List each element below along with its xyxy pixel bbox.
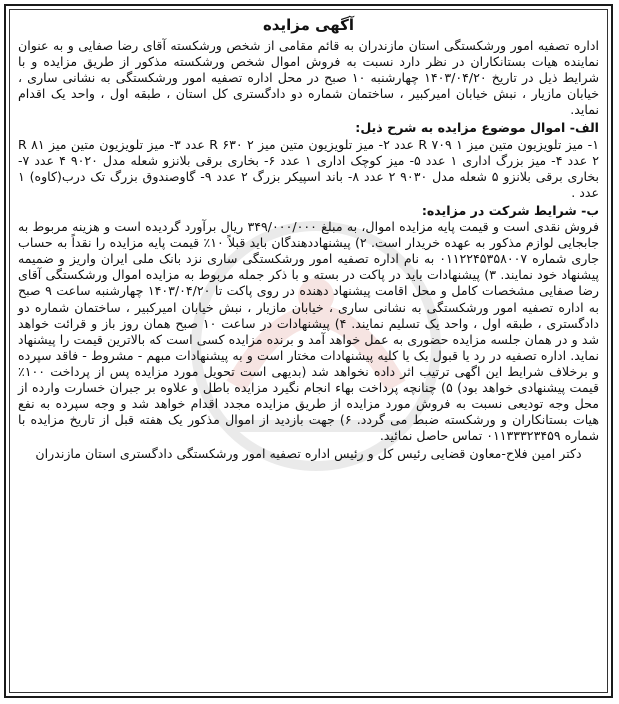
notice-signature: دکتر امین فلاح-معاون قضایی رئیس کل و رئیس اداره تصفیه امور ورشکستگی دادگستری استان مازندران — [35, 446, 582, 462]
section-b-text: فروش نقدی است و قیمت پایه مزایده اموال، به مبلغ ۳۴۹/۰۰۰/۰۰۰ ریال برآورد گردیده است و هزینه مربوط به جابجایی لوازم مذکور به عهده خریدار است. ۲) پیشنهاددهندگان باید قبلاً ۱۰٪ قیمت پایه مزایده را نقداً به حساب جاری شماره ۰۱۱۲۲۴۵۳۵۸۰۰۷ به نام اداره تصفیه امور ورشکستگی ساری نزد بانک ملی ایران واریز و ضمیمه پیشنهاد خود نمایند. ۳) پیشنهادات باید در پاکت در بسته و با ذکر جمله مربوط به مزایده اموال ورشکستگی آقای رضا صفایی مشخصات کامل و محل اقامت پیشنهاد دهنده در روی پاکت تا ۱۴۰۳/۰۴/۲۰ چهارشنبه ساعت ۹ صبح به اداره تصفیه امور ورشکستگی به نشانی ساری ، خیابان مازیار ، نبش خیابان امیرکبیر ، ساختمان شماره دو دادگستری ، طبقه اول ، واحد یک تسلیم نمایند. ۴) پیشنهادات در ساعت ۱۰ صبح همان روز باز و قرائت خواهد شد و در همان جلسه مزایده حضوری به عمل خواهد آمد و برنده مزایده کسی است که بالاترین قیمت را پیشنهاد نماید. اداره تصفیه در رد یا قبول یک یا کلیه پیشنهادات مختار است و به پیشنهادات مبهم - مشروط - فاقد سپرده و برخلاف شرایط این اگهی ترتیب اثر داده نخواهد شد (بدیهی است تحویل مورد مزایده پس از پرداخت ۱۰۰٪ قیمت پیشنهادی خواهد بود) ۵) چنانچه پرداخت بهاء انجام نگیرد مزایده باطل و علاوه بر جبران خسارت وارده از محل وجه تودیعی نسبت به فروش مورد مزایده از طریق مزایده مجدد اقدام خواهد شد و وجه سپرده به نفع هیات بستانکاران و ورشکسته ضبط می گردد. ۶) جهت بازدید از اموال مذکور یک هفته قبل از تاریخ مزایده با شماره ۰۱۱۳۳۳۲۳۴۵۹ تماس حاصل نمائید. — [18, 219, 600, 444]
notice-title: آگهی مزایده — [262, 16, 355, 34]
section-b-heading: ب- شرایط شرکت در مزایده: — [421, 202, 599, 218]
section-a-items: ۱- میز تلویزیون متین میز R ۷۰۹ ۱ عدد ۲- میز تلویزیون متین میز R ۶۳۰ ۲ عدد ۳- میز تلویزیون متین میز R ۸۱ ۲ عدد ۴- میز بزرگ اداری ۱ عدد ۵- میز کوچک اداری ۱ عدد ۶- بخاری برقی بلانزو شعله مدل ۹۰۲۰ ۴ عدد ۷- بخاری برقی بلانزو ۵ شعله مدل ۹۰۳۰ ۲ عدد ۸- باند اسپیکر بزرگ ۲ عدد ۹- گاوصندوق بزرگ تک درب(کاوه) ۱ عدد . — [18, 136, 600, 200]
notice-intro: اداره تصفیه امور ورشکستگی استان مازندران به قائم مقامی از شخص ورشکسته آقای رضا صفایی و به عنوان نماینده هیات بستانکاران در نظر دارد نسبت به فروش اموال شخص ورشکسته مذکور از طریق مزایده و با شرایط ذیل در تاریخ ۱۴۰۳/۰۴/۲۰ چهارشنبه ۱۰ صبح در محل اداره تصفیه امور ورشکستگی به نشانی ساری ، خیابان مازیار ، نبش خیابان امیرکبیر ، ساختمان شماره دو دادگستری کل استان ، طبقه اول ، واحد یک اقدام نماید. — [18, 38, 599, 118]
section-a-heading: الف- اموال موضوع مزایده به شرح ذیل: — [355, 120, 599, 136]
notice-content — [18, 16, 599, 692]
notice-frame — [4, 4, 613, 698]
